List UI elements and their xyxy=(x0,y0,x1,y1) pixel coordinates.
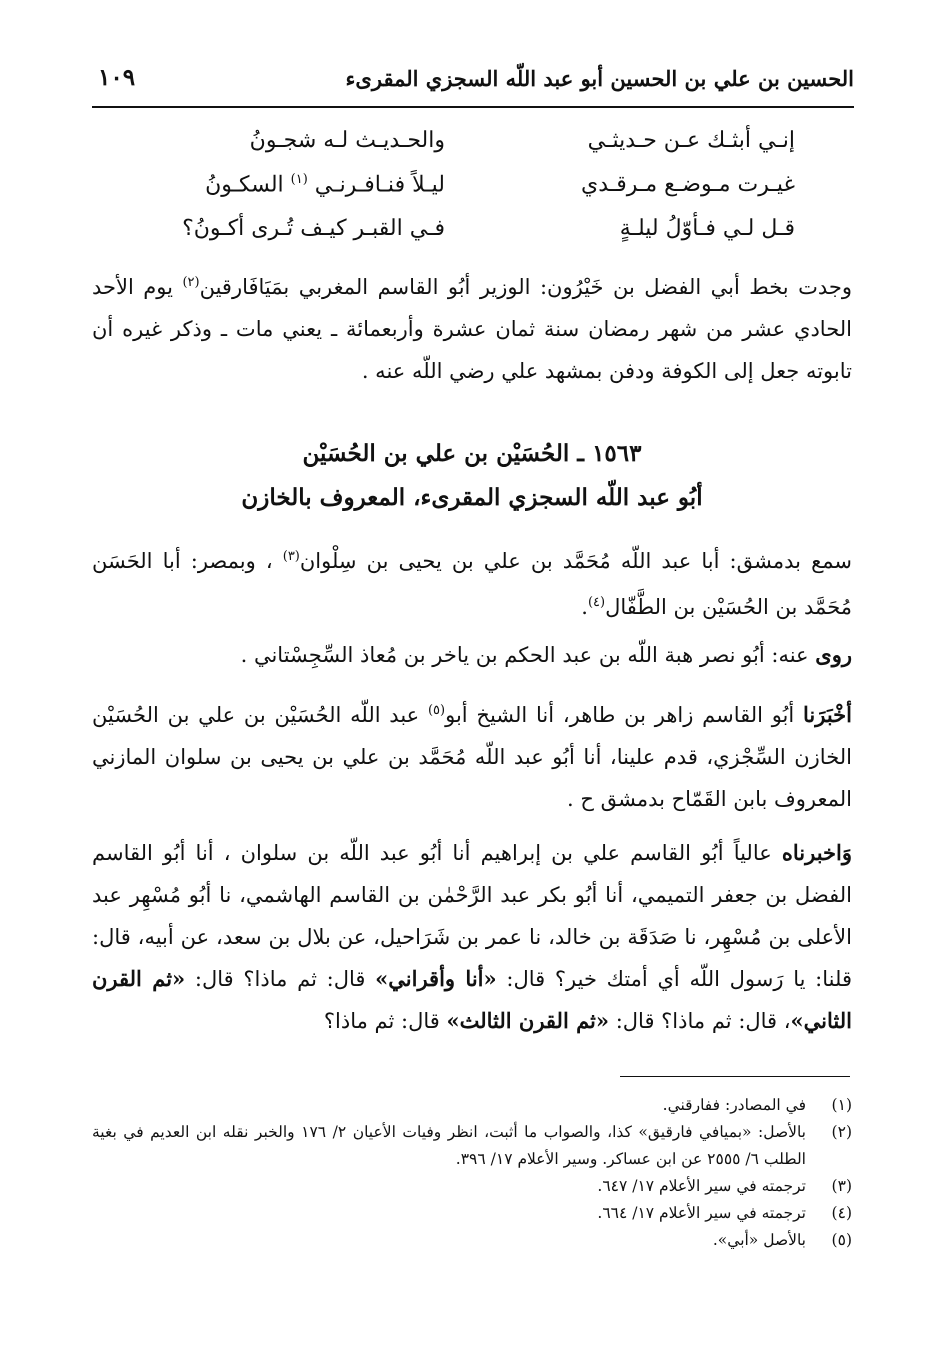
paragraph-text: ، وبمصر: أبا الحَسَن مُحَمَّد بن الحُسَيْن بن الطَّفّال xyxy=(92,549,852,619)
running-header xyxy=(92,56,854,108)
entry-title: ١٥٦٣ ـ الحُسَيْن بن علي بن الحُسَيْن xyxy=(302,440,642,467)
paragraph-text: يوم الأحد الحادي عشر من شهر رمضان سنة ثمان عشرة وأربعمائة ـ يعني مات ـ وذكر غيره أن تابوته جعل إلى الكوفة ودفن بمشهد علي رضي اللّه عنه . xyxy=(92,275,852,383)
hemistich-text: ليـلاً فنـافـرنـي xyxy=(314,172,445,198)
footnote xyxy=(92,1200,852,1227)
quoted-saying: «أنا وأقراني» xyxy=(375,966,497,991)
paragraph-text: سمع بدمشق: أبا عبد اللّه مُحَمَّد بن علي بن يحيى بن سِلْوان xyxy=(299,549,852,573)
verse-second-hemistich xyxy=(145,172,445,197)
paragraph-lead: وَاخبرناه xyxy=(781,840,852,865)
poem-verse xyxy=(90,128,850,172)
poem-verse xyxy=(90,172,850,216)
verse-first-hemistich: قـل لـي فـأوّلُ ليلـةٍ xyxy=(619,216,795,241)
verse-second-hemistich: فـي القبـر كيـف تُـرى أكـونُ؟ xyxy=(182,216,445,241)
paragraph-text: عنه: أبُو نصر هبة اللّه بن عبد الحكم بن ياخر بن مُعاذ السِّجِسْتاني . xyxy=(240,643,809,667)
paragraph xyxy=(92,690,852,820)
paragraph-lead: أخْبَرَنا xyxy=(803,702,852,727)
page-number: ١٠٩ xyxy=(98,64,136,91)
footnote-number: (٥) xyxy=(831,1231,852,1249)
footnote xyxy=(92,1119,852,1173)
quoted-saying: «ثم القرن الثاني» xyxy=(92,966,852,1033)
footnote-number: (٣) xyxy=(831,1177,852,1195)
poem xyxy=(90,128,850,260)
footnote-number: (٢) xyxy=(831,1123,852,1141)
paragraph xyxy=(92,536,852,628)
paragraph-text: وجدت بخط أبي الفضل بن خَيْرُون: الوزير أبُو القاسم المغربي بمَيَافَارقين xyxy=(199,275,853,299)
footnote-text: ترجمته في سير الأعلام ١٧/ ٦٦٤. xyxy=(597,1204,806,1222)
paragraph-lead: روى xyxy=(815,642,852,667)
footnote xyxy=(92,1173,852,1200)
paragraph-text: عالياً أبُو القاسم علي بن إبراهيم أنا أبُو عبد اللّه بن سلوان ، أنا أبُو القاسم الفضل بن جعفر التميمي، أنا أبُو بكر عبد الرَّحْمٰن بن القاسم الهاشمي، نا أبُو مُسْهِر عبد الأعلى بن مُسْهِر، نا صَدَقَة بن خالد، نا عمر بن شَرَاحيل، عن بلال بن سعد، عن أبيه، قال: قلنا: يا رَسول اللّه أي أمتك خير؟ قال: xyxy=(92,841,852,991)
footnote-text: ترجمته في سير الأعلام ١٧/ ٦٤٧. xyxy=(597,1177,806,1195)
footnotes xyxy=(92,1092,852,1254)
footnote xyxy=(92,1227,852,1254)
footnote-text: بالأصل «أبي». xyxy=(712,1231,806,1249)
footnote-number: (١) xyxy=(831,1096,852,1114)
footnote-separator xyxy=(620,1076,850,1077)
verse-second-hemistich: والحـديـث لـه شجـونُ xyxy=(249,128,445,153)
footnote-ref: (٣) xyxy=(282,549,300,564)
paragraph-text: . xyxy=(581,595,588,619)
verse-first-hemistich: إنـي أبثـك عـن حـديثـي xyxy=(587,128,795,153)
footnote-ref: (٤) xyxy=(587,595,606,610)
header-rule xyxy=(92,106,854,108)
paragraph-text: أبُو القاسم زاهر بن طاهر، أنا الشيخ أبو xyxy=(445,703,795,727)
footnote xyxy=(92,1092,852,1119)
paragraph-text: قال: ثم ماذا؟ قال: xyxy=(194,967,366,991)
footnote-ref: (٢) xyxy=(182,275,200,290)
poem-verse xyxy=(90,216,850,260)
entry-subtitle: أبُو عبد اللّه السجزي المقرىء، المعروف بالخازن xyxy=(241,484,703,511)
footnote-ref: (١) xyxy=(290,172,308,187)
paragraph-text: ، قال: ثم ماذا؟ قال: xyxy=(615,1009,791,1033)
paragraph xyxy=(92,262,852,392)
hemistich-text: السكـونُ xyxy=(205,172,284,198)
footnote-number: (٤) xyxy=(831,1204,852,1222)
footnote-text: في المصادر: ففارقني. xyxy=(662,1096,806,1114)
paragraph xyxy=(92,634,852,676)
paragraph xyxy=(92,832,852,1042)
footnote-text: بالأصل: «بميافي فارقيق» كذا، والصواب ما أثبت، انظر وفيات الأعيان ٢/ ١٧٦ والخبر نقله ابن العديم في بغية الطلب ٦/ ٢٥٥٥ عن ابن عساكر. وسير الأعلام ١٧/ ٣٩٦. xyxy=(92,1123,806,1168)
running-title: الحسين بن علي بن الحسين أبو عبد اللّه السجزي المقرىء xyxy=(345,66,854,91)
verse-first-hemistich: غيـرت مـوضـع مـرقـدي xyxy=(581,172,795,197)
footnote-ref: (٥) xyxy=(427,703,446,718)
paragraph-text: عبد اللّه الحُسَيْن بن علي بن الحُسَيْن الخازن السِّجْزي، قدم علينا، أنا أبُو عبد اللّه مُحَمَّد بن علي بن يحيى بن سلوان المازني المعروف بابن القَمّاح بدمشق ح . xyxy=(92,703,852,811)
quoted-saying: «ثم القرن الثالث» xyxy=(446,1008,610,1033)
paragraph-text: قال: ثم ماذا؟ xyxy=(323,1009,440,1033)
